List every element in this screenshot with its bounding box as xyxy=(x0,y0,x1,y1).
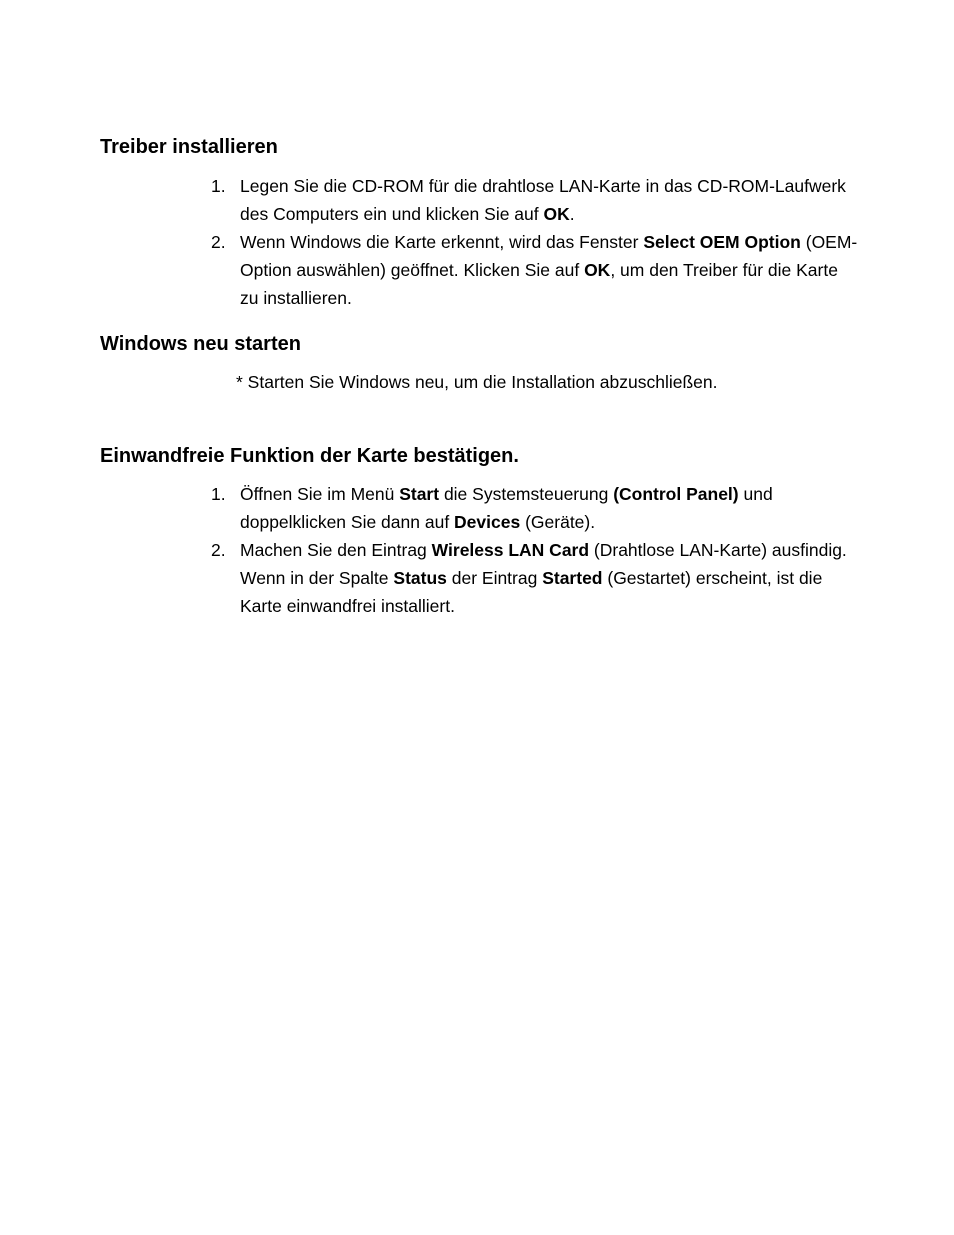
list-item xyxy=(211,480,860,536)
list-item xyxy=(211,228,860,312)
item-text: (Drahtlose LAN-Karte) ausfindig. Wenn in der Spalte xyxy=(240,540,847,588)
item-text-bold: (Control Panel) xyxy=(613,484,739,504)
item-text-bold: OK xyxy=(543,204,570,224)
item-text: (Geräte). xyxy=(520,512,596,532)
item-text-bold: Devices xyxy=(454,512,521,532)
section-heading-funktion-bestaetigen: Einwandfreie Funktion der Karte bestätigen. xyxy=(100,445,519,467)
restart-note: * Starten Sie Windows neu, um die Installation abzuschließen. xyxy=(236,372,718,392)
item-text: (OEM-Option auswählen) geöffnet. Klicken Sie auf xyxy=(240,232,858,280)
item-text-bold: OK xyxy=(584,260,611,280)
list-item xyxy=(211,172,860,228)
item-text: Wenn Windows die Karte erkennt, wird das Fenster xyxy=(240,232,644,252)
install-steps-list xyxy=(211,172,860,312)
item-text-bold: Started xyxy=(542,568,603,588)
item-number: 1. xyxy=(211,176,226,196)
list-item xyxy=(211,536,860,620)
section-heading-treiber-installieren: Treiber installieren xyxy=(100,136,278,158)
item-text-bold: Wireless LAN Card xyxy=(431,540,590,560)
item-number: 2. xyxy=(211,232,226,252)
item-text: Legen Sie die CD-ROM für die drahtlose LAN-Karte in das CD-ROM-Laufwerk des Computers ein und klicken Sie auf xyxy=(240,176,846,224)
verify-steps-list xyxy=(211,480,860,620)
item-text: die Systemsteuerung xyxy=(439,484,614,504)
item-text: . xyxy=(569,204,575,224)
item-number: 1. xyxy=(211,484,226,504)
item-text: (Gestartet) erscheint, ist die Karte einwandfrei installiert. xyxy=(240,568,823,616)
section-heading-windows-neu-starten: Windows neu starten xyxy=(100,333,301,355)
item-text-bold: Select OEM Option xyxy=(643,232,801,252)
item-text: , um den Treiber für die Karte zu installieren. xyxy=(240,260,838,308)
item-text: und doppelklicken Sie dann auf xyxy=(240,484,773,532)
item-text-bold: Status xyxy=(393,568,447,588)
item-text: Öffnen Sie im Menü xyxy=(240,484,400,504)
item-text: Machen Sie den Eintrag xyxy=(240,540,432,560)
item-text: der Eintrag xyxy=(446,568,543,588)
item-text-bold: Start xyxy=(399,484,440,504)
item-number: 2. xyxy=(211,540,226,560)
